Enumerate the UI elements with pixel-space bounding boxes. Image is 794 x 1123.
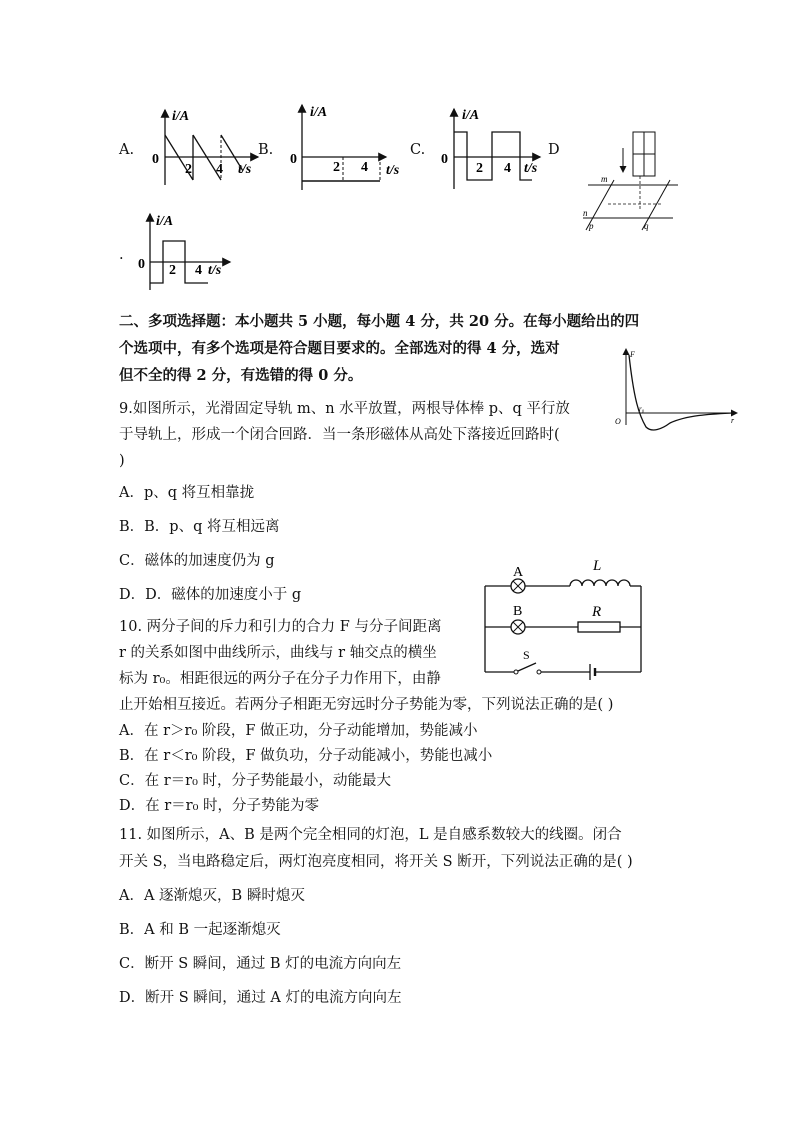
graph-c (440, 104, 550, 194)
graph-b-tick4: 4 (361, 160, 368, 175)
section2-line1: 二、多项选择题：本小题共 5 小题，每小题 4 分，共 20 分。在每小题给出的四 (119, 313, 640, 330)
option-c-letter: C. (410, 142, 426, 158)
q11-option-a: A．A 逐渐熄灭，B 瞬时熄灭 (119, 888, 305, 904)
q11-option-b: B．A 和 B 一起逐渐熄灭 (119, 922, 281, 938)
graph-a-ylabel: i/A (172, 109, 190, 124)
force-r-label: r (731, 416, 735, 425)
switch-s-label: S (523, 648, 530, 662)
option-b-letter: B. (258, 142, 274, 158)
graph-b (288, 100, 408, 195)
q10-option-a: A．在 r＞r₀ 阶段，F 做正功，分子动能增加，势能减小 (119, 723, 478, 739)
resistor-r-label: R (592, 604, 602, 620)
q9-option-c: C．磁体的加速度仍为 g (119, 553, 275, 569)
graph-d-xlabel: t/s (208, 263, 222, 278)
inductor-l-label: L (593, 558, 602, 574)
q11-line1: 11. 如图所示，A、B 是两个完全相同的灯泡，L 是自感系数较大的线圈。闭合 (119, 827, 622, 843)
graph-b-tick2: 2 (333, 160, 340, 175)
graph-c-ylabel: i/A (462, 108, 480, 123)
section2-line3: 但不全的得 2 分，有选错的得 0 分。 (119, 367, 363, 384)
rails-figure (578, 130, 688, 240)
graph-d-tick2: 2 (169, 263, 176, 278)
graph-d-tick4: 4 (195, 263, 202, 278)
graph-c-tick2: 2 (476, 161, 483, 176)
q9-line3: ) (119, 453, 125, 469)
q10-option-d: D．在 r＝r₀ 时，分子势能为零 (119, 798, 320, 814)
rod-q-label: q (644, 221, 649, 231)
graph-b-origin: 0 (290, 152, 297, 167)
q9-option-d: D．D．磁体的加速度小于 g (119, 587, 302, 603)
q11-option-d: D．断开 S 瞬间，通过 A 灯的电流方向向左 (119, 990, 402, 1006)
circuit-figure (478, 556, 648, 681)
q10-option-b: B．在 r＜r₀ 阶段，F 做负功，分子动能减小，势能也减小 (119, 748, 493, 764)
graph-d-origin: 0 (138, 257, 145, 272)
force-figure (612, 345, 742, 430)
q10-option-c: C．在 r＝r₀ 时，分子势能最小，动能最大 (119, 773, 391, 789)
lamp-b-label: B (513, 604, 523, 619)
rail-n-label: n (583, 208, 588, 218)
q11-option-c: C．断开 S 瞬间，通过 B 灯的电流方向向左 (119, 956, 402, 972)
option-d-letter: D (548, 142, 560, 158)
graph-b-ylabel: i/A (310, 105, 328, 120)
q9-option-b: B．B．p、q 将互相远离 (119, 519, 280, 535)
graph-c-xlabel: t/s (524, 161, 538, 176)
graph-d (138, 208, 248, 298)
force-r0-label: r₀ (639, 405, 645, 413)
graph-a-origin: 0 (152, 152, 159, 167)
graph-c-tick4: 4 (504, 161, 511, 176)
graph-a-tick2: 2 (185, 162, 192, 177)
q11-line2: 开关 S，当电路稳定后，两灯泡亮度相同，将开关 S 断开，下列说法正确的是( ) (119, 854, 633, 870)
graph-a (148, 105, 263, 195)
option-d-dot: . (119, 247, 124, 263)
graph-a-tick4: 4 (216, 162, 223, 177)
lamp-a-label: A (513, 565, 524, 580)
graph-b-xlabel: t/s (386, 163, 400, 178)
force-axis-label: F (630, 350, 635, 359)
graph-a-xlabel: t/s (238, 162, 252, 177)
rod-p-label: p (589, 221, 594, 231)
q9-line1: 9.如图所示，光滑固定导轨 m、n 水平放置，两根导体棒 p、q 平行放 (119, 401, 570, 417)
q10-line1: 10. 两分子间的斥力和引力的合力 F 与分子间距离 (119, 619, 442, 635)
graph-d-ylabel: i/A (156, 214, 174, 229)
rail-m-label: m (601, 174, 608, 184)
q10-line3: 标为 r₀。相距很远的两分子在分子力作用下，由静 (119, 671, 441, 687)
q9-line2: 于导轨上，形成一个闭合回路．当一条形磁体从高处下落接近回路时( (119, 427, 560, 443)
q10-line4: 止开始相互接近。若两分子相距无穷远时分子势能为零，下列说法正确的是( ) (119, 697, 614, 713)
q10-line2: r 的关系如图中曲线所示，曲线与 r 轴交点的横坐 (119, 645, 437, 661)
section2-line2: 个选项中，有多个选项是符合题目要求的。全部选对的得 4 分，选对 (119, 340, 560, 357)
force-origin-label: O (615, 417, 621, 426)
option-a-letter: A. (119, 142, 135, 158)
q9-option-a: A．p、q 将互相靠拢 (119, 485, 255, 501)
graph-c-origin: 0 (441, 152, 448, 167)
